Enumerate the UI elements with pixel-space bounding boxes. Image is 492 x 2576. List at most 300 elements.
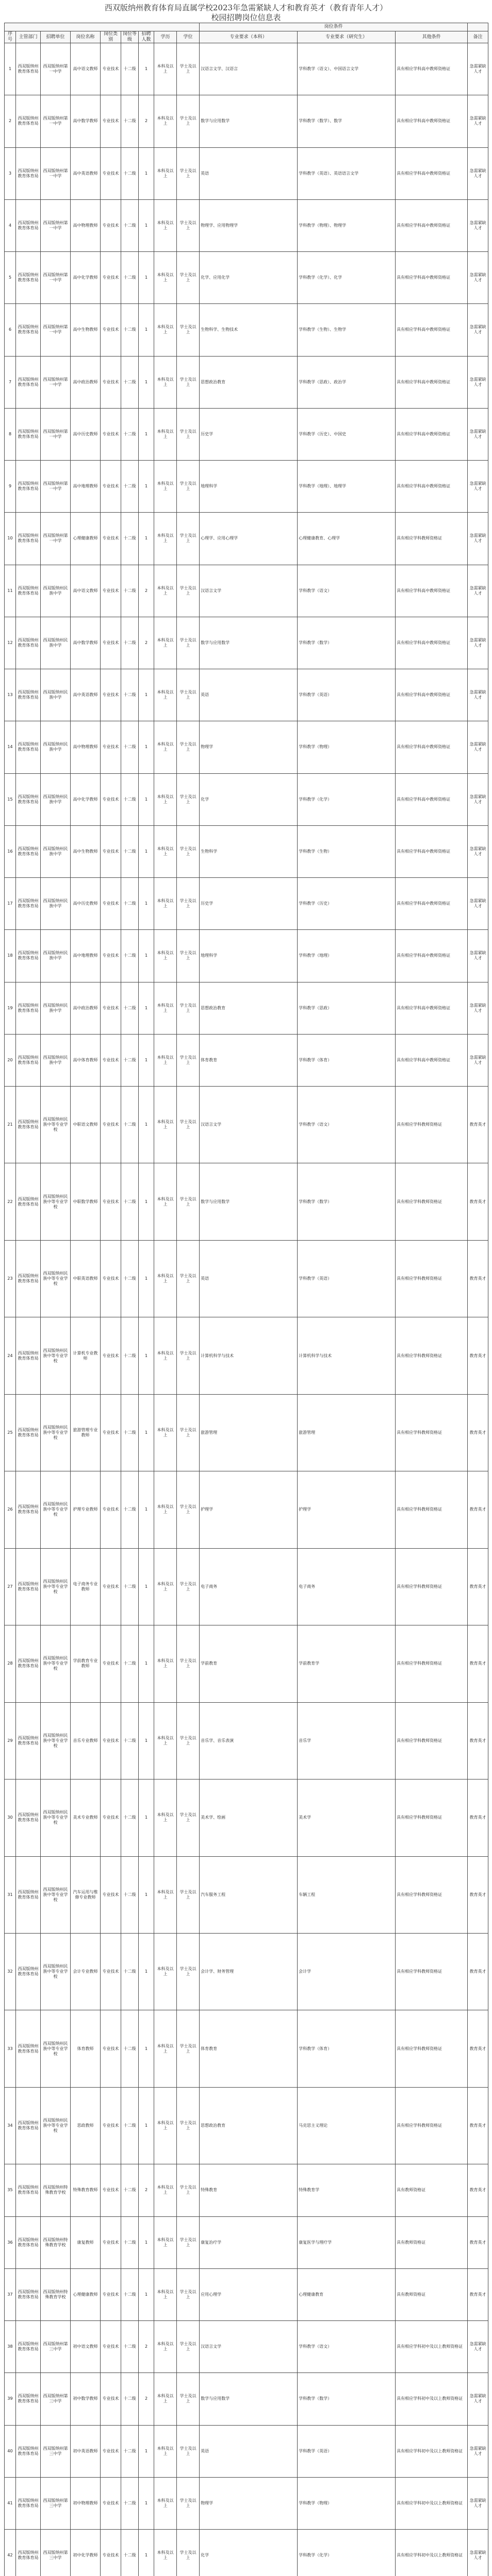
table-row <box>5 1625 488 1702</box>
table-cell: 西双版纳州教育体育局 <box>16 2477 41 2529</box>
table-cell: 22 <box>5 1163 16 1240</box>
table-cell: 具有相应学科教师资格证 <box>396 1240 468 1317</box>
table-cell: 学科教学（数学） <box>298 1163 396 1240</box>
table-cell: 急需紧缺人才 <box>468 617 488 669</box>
table-cell: 心理健康教师 <box>71 513 101 565</box>
table-cell: 专业技术 <box>101 43 121 95</box>
table-cell: 汉语言文学、汉语言 <box>200 43 298 95</box>
table-cell: 车辆工程 <box>298 1856 396 1933</box>
table-cell: 十二级 <box>121 1163 139 1240</box>
table-cell: 学科教学（生物） <box>298 825 396 877</box>
table-cell: 学士及以上 <box>177 1394 200 1471</box>
table-cell: 本科及以上 <box>154 356 177 408</box>
table-cell: 会计专业教师 <box>71 1933 101 2010</box>
table-row <box>5 2268 488 2320</box>
table-cell: 十二级 <box>121 1087 139 1163</box>
table-row <box>5 2164 488 2216</box>
table-cell: 本科及以上 <box>154 95 177 147</box>
table-cell: 西双版纳州教育体育局 <box>16 408 41 460</box>
table-cell: 西双版纳州民族中等专业学校 <box>41 1933 71 2010</box>
table-row <box>5 2477 488 2529</box>
table-cell: 1 <box>139 721 154 773</box>
table-cell: 本科及以上 <box>154 669 177 721</box>
header-spacer-right <box>468 23 488 31</box>
table-cell: 具有相应学科教师资格证 <box>396 1856 468 1933</box>
table-cell: 30 <box>5 1780 16 1856</box>
table-cell: 本科及以上 <box>154 721 177 773</box>
table-cell: 西双版纳州民族中等专业学校 <box>41 1548 71 1625</box>
table-cell: 35 <box>5 2164 16 2216</box>
table-cell: 急需紧缺人才 <box>468 199 488 251</box>
table-cell: 高中物理教师 <box>71 199 101 251</box>
table-cell: 急需紧缺人才 <box>468 95 488 147</box>
table-cell: 十二级 <box>121 878 139 930</box>
table-cell: 本科及以上 <box>154 461 177 513</box>
table-cell: 高中语文教师 <box>71 565 101 617</box>
table-cell: 学士及以上 <box>177 147 200 199</box>
table-cell: 1 <box>139 1548 154 1625</box>
table-cell: 西双版纳州教育体育局 <box>16 878 41 930</box>
table-cell: 1 <box>139 2216 154 2268</box>
table-cell: 学科教学（英语） <box>298 669 396 721</box>
table-cell: 学士及以上 <box>177 1317 200 1394</box>
table-cell: 西双版纳州民族中学 <box>41 982 71 1034</box>
table-cell: 急需紧缺人才 <box>468 147 488 199</box>
table-cell: 学士及以上 <box>177 1034 200 1086</box>
table-cell: 初中语文教师 <box>71 2321 101 2373</box>
table-cell: 历史学 <box>200 408 298 460</box>
table-cell: 十二级 <box>121 2373 139 2425</box>
table-row <box>5 199 488 251</box>
table-cell: 具有相应学科高中教师资格证 <box>396 199 468 251</box>
table-cell: 英语 <box>200 147 298 199</box>
table-cell: 2 <box>139 565 154 617</box>
table-cell: 13 <box>5 669 16 721</box>
table-cell: 思想政治教育 <box>200 356 298 408</box>
table-cell: 专业技术 <box>101 2164 121 2216</box>
table-cell: 学士及以上 <box>177 1780 200 1856</box>
table-cell: 十二级 <box>121 2530 139 2576</box>
table-cell: 化学 <box>200 773 298 825</box>
table-cell: 西双版纳州教育体育局 <box>16 461 41 513</box>
table-cell: 西双版纳州教育体育局 <box>16 2010 41 2087</box>
table-cell: 西双版纳州教育体育局 <box>16 565 41 617</box>
table-cell: 本科及以上 <box>154 1702 177 1779</box>
table-cell: 专业技术 <box>101 513 121 565</box>
table-cell: 1 <box>139 2268 154 2320</box>
table-cell: 学科教学（化学） <box>298 773 396 825</box>
table-cell: 西双版纳州特殊教育学校 <box>41 2216 71 2268</box>
table-cell: 32 <box>5 1933 16 2010</box>
table-cell: 1 <box>139 2087 154 2164</box>
table-cell: 具有相应学科教师资格证 <box>396 1625 468 1702</box>
table-cell: 十二级 <box>121 982 139 1034</box>
table-cell: 具有相应学科初中及以上教师资格证 <box>396 2530 468 2576</box>
table-cell: 西双版纳州教育体育局 <box>16 669 41 721</box>
table-cell: 会计学 <box>298 1933 396 2010</box>
table-cell: 急需紧缺人才 <box>468 513 488 565</box>
table-cell: 汽车服务工程 <box>200 1856 298 1933</box>
table-row <box>5 2216 488 2268</box>
table-cell: 教育英才 <box>468 2010 488 2087</box>
table-row <box>5 878 488 930</box>
table-cell: 十二级 <box>121 461 139 513</box>
table-cell: 急需紧缺人才 <box>468 43 488 95</box>
table-cell: 具有相应学科初中及以上教师资格证 <box>396 2321 468 2373</box>
table-cell: 专业技术 <box>101 2010 121 2087</box>
table-cell: 思想政治教育 <box>200 982 298 1034</box>
table-cell: 41 <box>5 2477 16 2529</box>
table-cell: 学科教学（数学）、数学 <box>298 95 396 147</box>
table-cell: 特殊教育学 <box>298 2164 396 2216</box>
table-row <box>5 2425 488 2477</box>
table-cell: 十二级 <box>121 2087 139 2164</box>
table-cell: 23 <box>5 1240 16 1317</box>
table-cell: 高中化学教师 <box>71 773 101 825</box>
table-cell: 护理学 <box>200 1471 298 1548</box>
table-cell: 十二级 <box>121 2216 139 2268</box>
table-cell: 学科教学（地理） <box>298 930 396 982</box>
table-cell: 具有相应学科教师资格证 <box>396 1780 468 1856</box>
table-cell: 十二级 <box>121 1240 139 1317</box>
table-cell: 学士及以上 <box>177 356 200 408</box>
table-cell: 28 <box>5 1625 16 1702</box>
table-cell: 25 <box>5 1394 16 1471</box>
table-cell: 高中物理教师 <box>71 721 101 773</box>
table-cell: 十二级 <box>121 930 139 982</box>
table-cell: 十二级 <box>121 356 139 408</box>
table-cell: 西双版纳州第一中学 <box>41 304 71 356</box>
table-cell: 17 <box>5 878 16 930</box>
table-cell: 具有相应学科高中教师资格证 <box>396 669 468 721</box>
table-cell: 美术学 <box>298 1780 396 1856</box>
table-cell: 专业技术 <box>101 565 121 617</box>
table-cell: 具有相应学科教师资格证 <box>396 1548 468 1625</box>
table-cell: 体育教育 <box>200 1034 298 1086</box>
table-cell: 高中数学教师 <box>71 617 101 669</box>
table-cell: 本科及以上 <box>154 2216 177 2268</box>
table-cell: 专业技术 <box>101 408 121 460</box>
table-row <box>5 1702 488 1779</box>
table-cell: 学科教学（数学） <box>298 2373 396 2425</box>
table-cell: 西双版纳州民族中学 <box>41 930 71 982</box>
table-cell: 学科教学（语文） <box>298 2321 396 2373</box>
table-cell: 康复教师 <box>71 2216 101 2268</box>
table-cell: 西双版纳州教育体育局 <box>16 1856 41 1933</box>
table-cell: 具有相应学科教师资格证 <box>396 1471 468 1548</box>
table-cell: 西双版纳州民族中等专业学校 <box>41 1163 71 1240</box>
column-header: 序号 <box>5 31 16 43</box>
table-cell: 专业技术 <box>101 199 121 251</box>
table-cell: 具有相应学科高中教师资格证 <box>396 930 468 982</box>
table-cell: 十二级 <box>121 2164 139 2216</box>
table-cell: 急需紧缺人才 <box>468 2321 488 2373</box>
table-cell: 本科及以上 <box>154 773 177 825</box>
table-cell: 应用心理学 <box>200 2268 298 2320</box>
table-cell: 11 <box>5 565 16 617</box>
table-cell: 专业技术 <box>101 1240 121 1317</box>
table-cell: 急需紧缺人才 <box>468 773 488 825</box>
table-cell: 特殊教育教师 <box>71 2164 101 2216</box>
table-row <box>5 1471 488 1548</box>
table-cell: 1 <box>139 1625 154 1702</box>
table-cell: 十二级 <box>121 147 139 199</box>
table-cell: 马克思主义理论 <box>298 2087 396 2164</box>
table-cell: 十二级 <box>121 825 139 877</box>
table-cell: 学科教学（历史） <box>298 878 396 930</box>
table-cell: 十二级 <box>121 1471 139 1548</box>
table-cell: 急需紧缺人才 <box>468 461 488 513</box>
table-cell: 高中英语教师 <box>71 669 101 721</box>
table-cell: 急需紧缺人才 <box>468 1034 488 1086</box>
table-cell: 教育英才 <box>468 2087 488 2164</box>
table-row <box>5 252 488 304</box>
table-cell: 思想政治教育 <box>200 2087 298 2164</box>
table-cell: 学士及以上 <box>177 721 200 773</box>
table-cell: 本科及以上 <box>154 513 177 565</box>
table-cell: 物理学、应用物理学 <box>200 199 298 251</box>
table-cell: 具有教师资格证 <box>396 2216 468 2268</box>
table-cell: 学士及以上 <box>177 2321 200 2373</box>
table-row <box>5 304 488 356</box>
table-cell: 专业技术 <box>101 825 121 877</box>
table-cell: 1 <box>139 147 154 199</box>
table-row <box>5 147 488 199</box>
table-cell: 初中英语教师 <box>71 2425 101 2477</box>
table-cell: 1 <box>139 356 154 408</box>
table-cell: 1 <box>139 461 154 513</box>
table-cell: 学科教学（物理）、物理学 <box>298 199 396 251</box>
table-cell: 学科教学（化学）、化学 <box>298 252 396 304</box>
table-cell: 本科及以上 <box>154 2010 177 2087</box>
table-cell: 1 <box>139 408 154 460</box>
table-cell: 西双版纳州第一中学 <box>41 408 71 460</box>
table-cell: 1 <box>139 825 154 877</box>
table-cell: 专业技术 <box>101 878 121 930</box>
table-cell: 5 <box>5 252 16 304</box>
table-cell: 西双版纳州教育体育局 <box>16 617 41 669</box>
table-cell: 1 <box>139 1394 154 1471</box>
table-row <box>5 565 488 617</box>
table-cell: 34 <box>5 2087 16 2164</box>
table-cell: 汽车运用与维修专业教师 <box>71 1856 101 1933</box>
table-cell: 中职数学教师 <box>71 1163 101 1240</box>
page-title <box>0 0 492 23</box>
table-cell: 1 <box>139 2530 154 2576</box>
table-cell: 本科及以上 <box>154 1933 177 2010</box>
table-cell: 学科教学（历史）、中国史 <box>298 408 396 460</box>
table-cell: 学士及以上 <box>177 2216 200 2268</box>
table-cell: 计算机专业教师 <box>71 1317 101 1394</box>
column-header: 主管部门 <box>16 31 41 43</box>
table-cell: 学科教学（地理）、地理学 <box>298 461 396 513</box>
column-header: 专业要求（研究生） <box>298 31 396 43</box>
table-cell: 高中政治教师 <box>71 982 101 1034</box>
table-cell: 本科及以上 <box>154 43 177 95</box>
table-cell: 本科及以上 <box>154 252 177 304</box>
table-cell: 学科教学（语文）、中国语言文学 <box>298 43 396 95</box>
table-row <box>5 1780 488 1856</box>
table-cell: 化学、应用化学 <box>200 252 298 304</box>
table-cell: 1 <box>139 1087 154 1163</box>
table-cell: 学士及以上 <box>177 825 200 877</box>
table-cell: 7 <box>5 356 16 408</box>
table-cell: 十二级 <box>121 721 139 773</box>
table-cell: 西双版纳州教育体育局 <box>16 1087 41 1163</box>
table-cell: 1 <box>139 1471 154 1548</box>
table-cell: 学士及以上 <box>177 669 200 721</box>
table-cell: 十二级 <box>121 1548 139 1625</box>
table-cell: 本科及以上 <box>154 199 177 251</box>
table-cell: 学士及以上 <box>177 43 200 95</box>
table-cell: 十二级 <box>121 252 139 304</box>
table-cell: 西双版纳州第一中学 <box>41 356 71 408</box>
table-row <box>5 356 488 408</box>
table-cell: 十二级 <box>121 2477 139 2529</box>
table-cell: 护理学 <box>298 1471 396 1548</box>
table-cell: 33 <box>5 2010 16 2087</box>
table-cell: 心理健康教育 <box>298 2268 396 2320</box>
table-cell: 西双版纳州民族中学 <box>41 617 71 669</box>
table-cell: 西双版纳州第三中学 <box>41 2530 71 2576</box>
table-cell: 本科及以上 <box>154 2477 177 2529</box>
table-cell: 学前教育学 <box>298 1625 396 1702</box>
table-body <box>5 43 488 2576</box>
table-cell: 本科及以上 <box>154 1625 177 1702</box>
table-cell: 西双版纳州民族中学 <box>41 773 71 825</box>
table-cell: 十二级 <box>121 669 139 721</box>
table-cell: 2 <box>139 95 154 147</box>
table-cell: 西双版纳州民族中学 <box>41 825 71 877</box>
table-cell: 1 <box>139 252 154 304</box>
title-line-1: 西双版纳州教育体育局直属学校2023年急需紧缺人才和教育英才（教育青年人才） <box>104 3 388 12</box>
table-cell: 西双版纳州教育体育局 <box>16 2373 41 2425</box>
table-cell: 西双版纳州民族中学 <box>41 721 71 773</box>
table-cell: 十二级 <box>121 2010 139 2087</box>
table-cell: 高中英语教师 <box>71 147 101 199</box>
table-cell: 十二级 <box>121 1625 139 1702</box>
table-cell: 西双版纳州民族中等专业学校 <box>41 2010 71 2087</box>
table-cell: 具有相应学科教师资格证 <box>396 1163 468 1240</box>
table-row <box>5 1317 488 1394</box>
table-cell: 学士及以上 <box>177 1163 200 1240</box>
table-cell: 英语 <box>200 2425 298 2477</box>
table-cell: 十二级 <box>121 2268 139 2320</box>
table-cell: 西双版纳州教育体育局 <box>16 773 41 825</box>
table-cell: 1 <box>139 199 154 251</box>
table-cell: 学科教学（思政） <box>298 982 396 1034</box>
table-cell: 本科及以上 <box>154 1240 177 1317</box>
table-cell: 十二级 <box>121 513 139 565</box>
table-cell: 具有相应学科教师资格证 <box>396 2010 468 2087</box>
table-cell: 具有相应学科高中教师资格证 <box>396 252 468 304</box>
table-cell: 十二级 <box>121 773 139 825</box>
table-cell: 学士及以上 <box>177 1548 200 1625</box>
column-header: 招聘单位 <box>41 31 71 43</box>
table-cell: 十二级 <box>121 1856 139 1933</box>
table-cell: 1 <box>139 669 154 721</box>
table-cell: 具有相应学科教师资格证 <box>396 513 468 565</box>
table-cell: 学士及以上 <box>177 2530 200 2576</box>
table-cell: 西双版纳州民族中等专业学校 <box>41 1856 71 1933</box>
table-cell: 西双版纳州教育体育局 <box>16 1317 41 1394</box>
table-cell: 数学与应用数学 <box>200 95 298 147</box>
table-cell: 1 <box>139 1856 154 1933</box>
column-header: 其他条件 <box>396 31 468 43</box>
table-cell: 西双版纳州教育体育局 <box>16 982 41 1034</box>
table-cell: 西双版纳州民族中学 <box>41 565 71 617</box>
table-cell: 电子商务 <box>298 1548 396 1625</box>
recruitment-table <box>4 23 488 2576</box>
table-row <box>5 95 488 147</box>
table-cell: 学前教育专业教师 <box>71 1625 101 1702</box>
table-cell: 化学 <box>200 2530 298 2576</box>
table-cell: 西双版纳州第一中学 <box>41 43 71 95</box>
table-cell: 2 <box>139 617 154 669</box>
table-cell: 十二级 <box>121 408 139 460</box>
table-cell: 1 <box>139 982 154 1034</box>
table-cell: 12 <box>5 617 16 669</box>
table-cell: 中职英语教师 <box>71 1240 101 1317</box>
table-cell: 39 <box>5 2373 16 2425</box>
table-cell: 本科及以上 <box>154 147 177 199</box>
table-cell: 教育英才 <box>468 1856 488 1933</box>
table-cell: 急需紧缺人才 <box>468 930 488 982</box>
table-cell: 学士及以上 <box>177 1702 200 1779</box>
table-cell: 具有相应学科教师资格证 <box>396 1394 468 1471</box>
table-cell: 高中生物教师 <box>71 304 101 356</box>
table-cell: 具有相应学科高中教师资格证 <box>396 878 468 930</box>
table-cell: 学科教学（生物）、生物学 <box>298 304 396 356</box>
table-cell: 高中体育教师 <box>71 1034 101 1086</box>
table-row <box>5 2530 488 2576</box>
table-cell: 十二级 <box>121 1702 139 1779</box>
table-cell: 西双版纳州教育体育局 <box>16 304 41 356</box>
table-cell: 十二级 <box>121 1933 139 2010</box>
table-cell: 西双版纳州教育体育局 <box>16 2216 41 2268</box>
table-cell: 十二级 <box>121 565 139 617</box>
table-cell: 心理学、应用心理学 <box>200 513 298 565</box>
table-cell: 专业技术 <box>101 2087 121 2164</box>
table-cell: 6 <box>5 304 16 356</box>
table-cell: 专业技术 <box>101 721 121 773</box>
table-cell: 旅游管理 <box>298 1394 396 1471</box>
table-cell: 高中地理教师 <box>71 461 101 513</box>
table-cell: 具有相应学科高中教师资格证 <box>396 95 468 147</box>
table-cell: 学士及以上 <box>177 2477 200 2529</box>
table-row <box>5 1034 488 1086</box>
table-cell: 本科及以上 <box>154 1034 177 1086</box>
table-cell: 西双版纳州教育体育局 <box>16 2164 41 2216</box>
table-cell: 学科教学（体育） <box>298 2010 396 2087</box>
table-cell: 1 <box>139 2425 154 2477</box>
table-cell: 本科及以上 <box>154 617 177 669</box>
table-cell: 中职语文教师 <box>71 1087 101 1163</box>
table-cell: 急需紧缺人才 <box>468 252 488 304</box>
table-cell: 1 <box>139 878 154 930</box>
table-cell: 学士及以上 <box>177 304 200 356</box>
table-cell: 教育英才 <box>468 1087 488 1163</box>
table-cell: 高中地理教师 <box>71 930 101 982</box>
table-row <box>5 513 488 565</box>
table-row <box>5 825 488 877</box>
table-cell: 本科及以上 <box>154 2164 177 2216</box>
table-cell: 学士及以上 <box>177 617 200 669</box>
table-cell: 具有相应学科教师资格证 <box>396 1933 468 2010</box>
table-cell: 急需紧缺人才 <box>468 878 488 930</box>
table-cell: 1 <box>139 1702 154 1779</box>
table-cell: 西双版纳州教育体育局 <box>16 199 41 251</box>
